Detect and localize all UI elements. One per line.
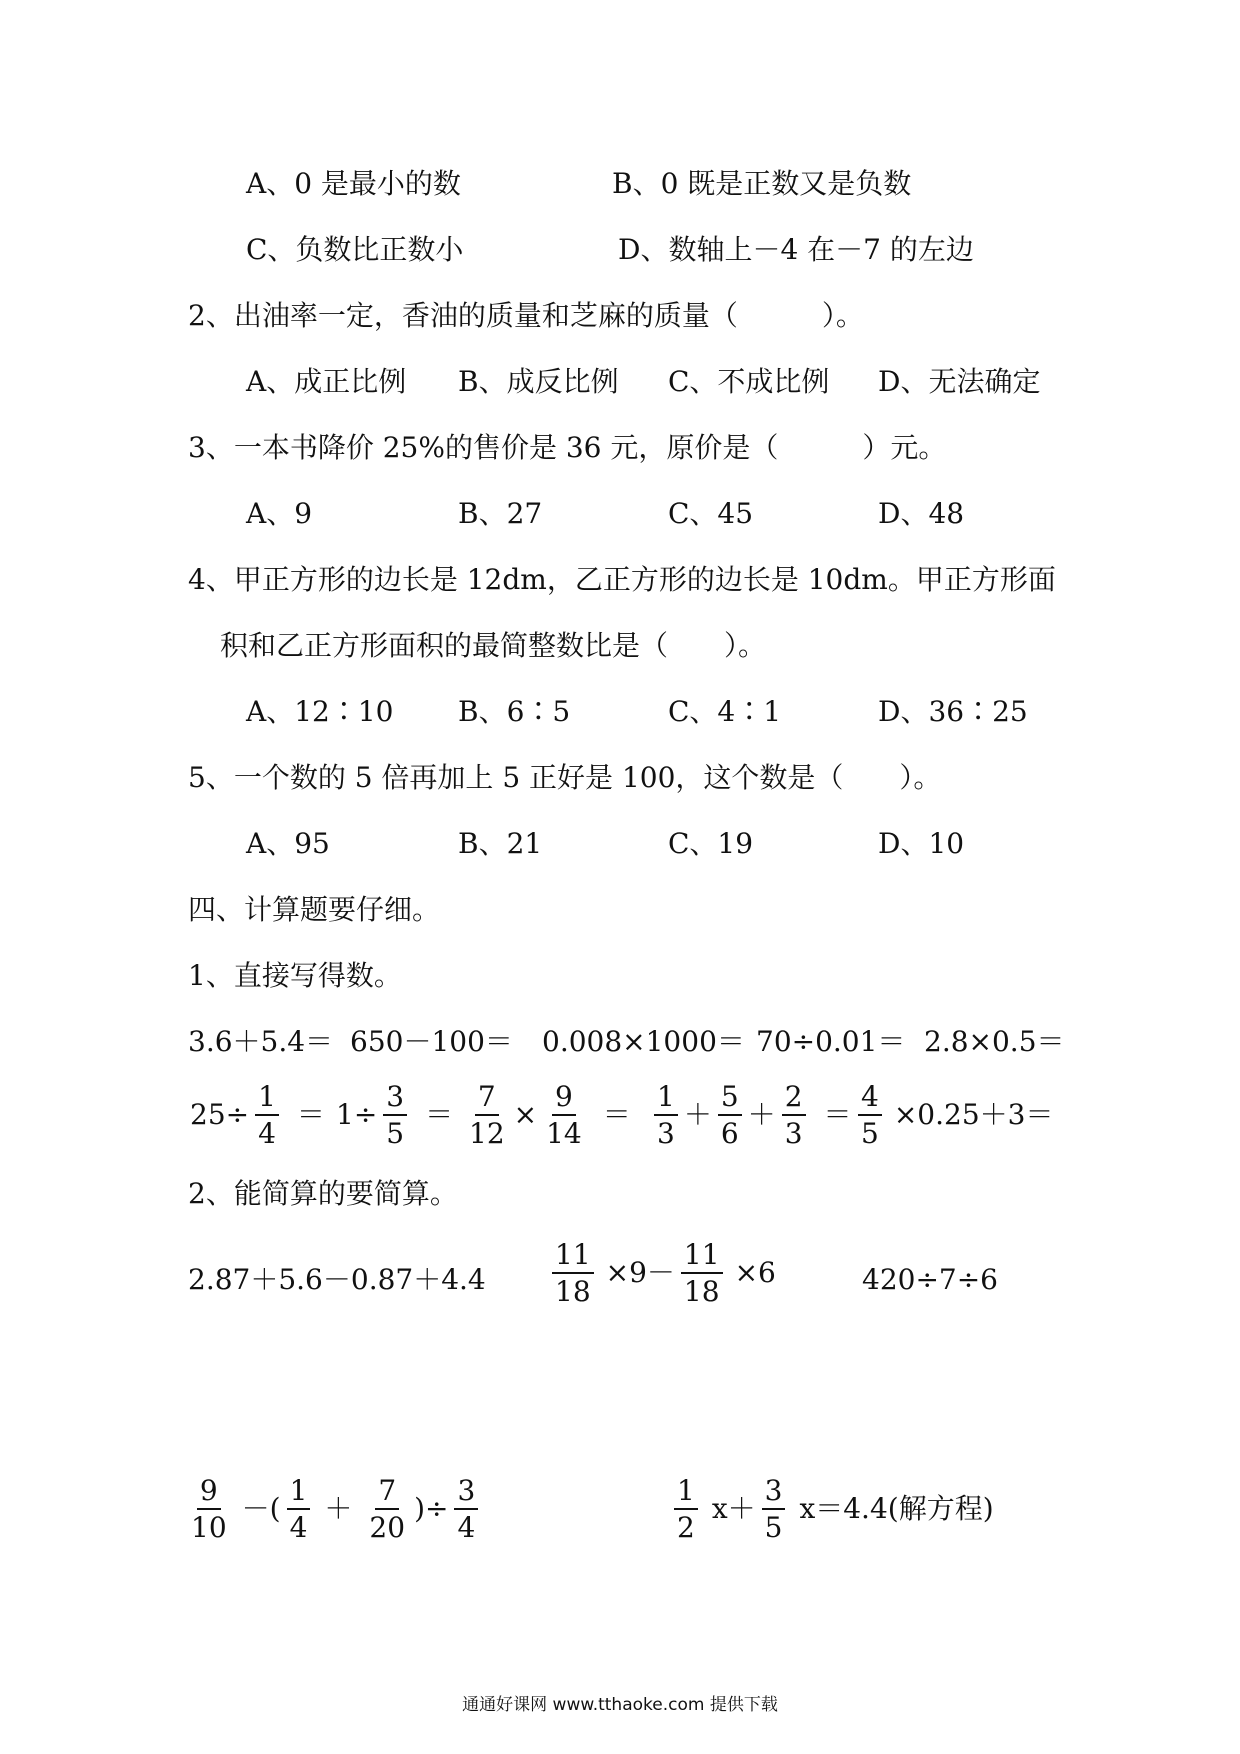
q1-option-a: A、0 是最小的数 bbox=[246, 167, 461, 200]
fraction bbox=[858, 1082, 882, 1149]
expr-text: 25÷ bbox=[190, 1098, 250, 1132]
denominator: 14 bbox=[546, 1117, 582, 1151]
q2-option-b: B、成反比例 bbox=[458, 365, 619, 398]
fraction bbox=[454, 1476, 478, 1543]
expr-text: －( bbox=[241, 1492, 281, 1526]
footer-source: 通通好课网 www.tthaoke.com 提供下载 bbox=[462, 1695, 778, 1715]
q4-stem-line1: 4、甲正方形的边长是 12dm，乙正方形的边长是 10dm。甲正方形面 bbox=[188, 563, 1056, 596]
q4-option-c: C、4∶1 bbox=[668, 695, 782, 728]
equals-sign: ＝ bbox=[823, 1098, 852, 1132]
expr-row2-1 bbox=[188, 1082, 327, 1149]
fraction bbox=[681, 1240, 723, 1307]
expr-text: ×0.25＋3＝ bbox=[893, 1098, 1054, 1132]
expr-row1-4: 70÷0.01＝ bbox=[756, 1025, 906, 1058]
fraction bbox=[543, 1082, 585, 1149]
expr-text: x＝4.4(解方程) bbox=[799, 1492, 994, 1526]
numerator: 7 bbox=[475, 1082, 499, 1116]
subsection-direct-answers: 1、直接写得数。 bbox=[188, 959, 402, 992]
q3-stem: 3、一本书降价 25%的售价是 36 元，原价是（ ）元。 bbox=[188, 431, 947, 464]
q3-option-c: C、45 bbox=[668, 497, 754, 530]
fraction bbox=[552, 1240, 594, 1307]
numerator: 9 bbox=[552, 1082, 576, 1116]
calc-3: 420÷7÷6 bbox=[862, 1263, 998, 1296]
denominator: 3 bbox=[784, 1117, 803, 1151]
expr-row1-2: 650－100＝ bbox=[350, 1025, 513, 1058]
q4-option-b: B、6∶5 bbox=[458, 695, 571, 728]
numerator: 7 bbox=[375, 1476, 399, 1510]
q5-option-b: B、21 bbox=[458, 827, 543, 860]
calc-4 bbox=[184, 1476, 482, 1543]
fraction bbox=[188, 1476, 230, 1543]
q4-stem-line2: 积和乙正方形面积的最简整数比是（ ）。 bbox=[220, 629, 767, 662]
denominator: 6 bbox=[720, 1117, 739, 1151]
q3-option-b: B、27 bbox=[458, 497, 543, 530]
denominator: 20 bbox=[369, 1511, 406, 1545]
q5-option-a: A、95 bbox=[246, 827, 330, 860]
calc-2 bbox=[548, 1240, 778, 1307]
numerator: 9 bbox=[197, 1476, 221, 1510]
numerator: 3 bbox=[454, 1476, 478, 1510]
denominator: 2 bbox=[677, 1511, 695, 1545]
q5-option-c: C、19 bbox=[668, 827, 754, 860]
equals-sign: ＝ bbox=[602, 1098, 631, 1132]
q4-option-a: A、12∶10 bbox=[246, 695, 394, 728]
operator: × bbox=[513, 1098, 538, 1132]
operator: ＋ bbox=[683, 1098, 712, 1132]
operator: ＋ bbox=[747, 1098, 776, 1132]
denominator: 4 bbox=[289, 1511, 308, 1545]
denominator: 18 bbox=[555, 1275, 591, 1309]
q2-option-c: C、不成比例 bbox=[668, 365, 830, 398]
q5-stem: 5、一个数的 5 倍再加上 5 正好是 100，这个数是（ ）。 bbox=[188, 761, 942, 794]
expr-text: )÷ bbox=[414, 1492, 449, 1526]
numerator: 11 bbox=[681, 1240, 723, 1274]
expr-row1-1: 3.6＋5.4＝ bbox=[188, 1025, 334, 1058]
section-heading: 四、计算题要仔细。 bbox=[188, 893, 441, 926]
calc-5-equation bbox=[670, 1476, 996, 1543]
numerator: 1 bbox=[255, 1082, 279, 1116]
expr-text: x＋ bbox=[711, 1492, 756, 1526]
numerator: 1 bbox=[654, 1082, 678, 1116]
numerator: 3 bbox=[762, 1476, 786, 1510]
fraction bbox=[287, 1476, 311, 1543]
expr-row1-3: 0.008×1000＝ bbox=[542, 1025, 745, 1058]
expr-text: ×6 bbox=[734, 1256, 776, 1290]
fraction bbox=[383, 1082, 407, 1149]
denominator: 5 bbox=[861, 1117, 879, 1151]
denominator: 18 bbox=[683, 1275, 720, 1309]
fraction bbox=[782, 1082, 806, 1149]
expr-row2-2 bbox=[334, 1082, 455, 1149]
q2-stem: 2、出油率一定，香油的质量和芝麻的质量（ ）。 bbox=[188, 299, 864, 332]
fraction bbox=[466, 1082, 508, 1149]
fraction bbox=[654, 1082, 678, 1149]
expr-row1-5: 2.8×0.5＝ bbox=[924, 1025, 1065, 1058]
denominator: 5 bbox=[764, 1511, 783, 1545]
fraction bbox=[255, 1082, 279, 1149]
denominator: 3 bbox=[657, 1117, 675, 1151]
q2-option-a: A、成正比例 bbox=[246, 365, 407, 398]
q1-option-c: C、负数比正数小 bbox=[246, 233, 464, 266]
numerator: 2 bbox=[782, 1082, 806, 1116]
denominator: 5 bbox=[386, 1117, 405, 1151]
expr-row2-3 bbox=[462, 1082, 633, 1149]
numerator: 1 bbox=[287, 1476, 311, 1510]
q3-option-a: A、9 bbox=[246, 497, 313, 530]
q4-option-d: D、36∶25 bbox=[878, 695, 1028, 728]
denominator: 12 bbox=[469, 1117, 505, 1151]
expr-text: ×9－ bbox=[605, 1256, 675, 1290]
fraction bbox=[366, 1476, 408, 1543]
fraction bbox=[762, 1476, 786, 1543]
q1-option-b: B、0 既是正数又是负数 bbox=[612, 167, 912, 200]
q3-option-d: D、48 bbox=[878, 497, 965, 530]
expr-text: 1÷ bbox=[336, 1098, 378, 1132]
operator: ＋ bbox=[324, 1492, 353, 1526]
expr-row2-4 bbox=[650, 1082, 854, 1149]
numerator: 5 bbox=[718, 1082, 742, 1116]
fraction bbox=[718, 1082, 742, 1149]
calc-1: 2.87＋5.6－0.87＋4.4 bbox=[188, 1263, 486, 1296]
subsection-simplify: 2、能简算的要简算。 bbox=[188, 1177, 458, 1210]
numerator: 4 bbox=[858, 1082, 882, 1116]
q5-option-d: D、10 bbox=[878, 827, 965, 860]
numerator: 1 bbox=[674, 1476, 698, 1510]
equals-sign: ＝ bbox=[425, 1098, 454, 1132]
expr-row2-5 bbox=[854, 1082, 1055, 1149]
fraction bbox=[674, 1476, 698, 1543]
denominator: 4 bbox=[258, 1117, 276, 1151]
denominator: 10 bbox=[191, 1511, 227, 1545]
q1-option-d: D、数轴上－4 在－7 的左边 bbox=[618, 233, 974, 266]
numerator: 3 bbox=[383, 1082, 407, 1116]
equals-sign: ＝ bbox=[296, 1098, 325, 1132]
numerator: 11 bbox=[552, 1240, 594, 1274]
denominator: 4 bbox=[457, 1511, 476, 1545]
q2-option-d: D、无法确定 bbox=[878, 365, 1041, 398]
